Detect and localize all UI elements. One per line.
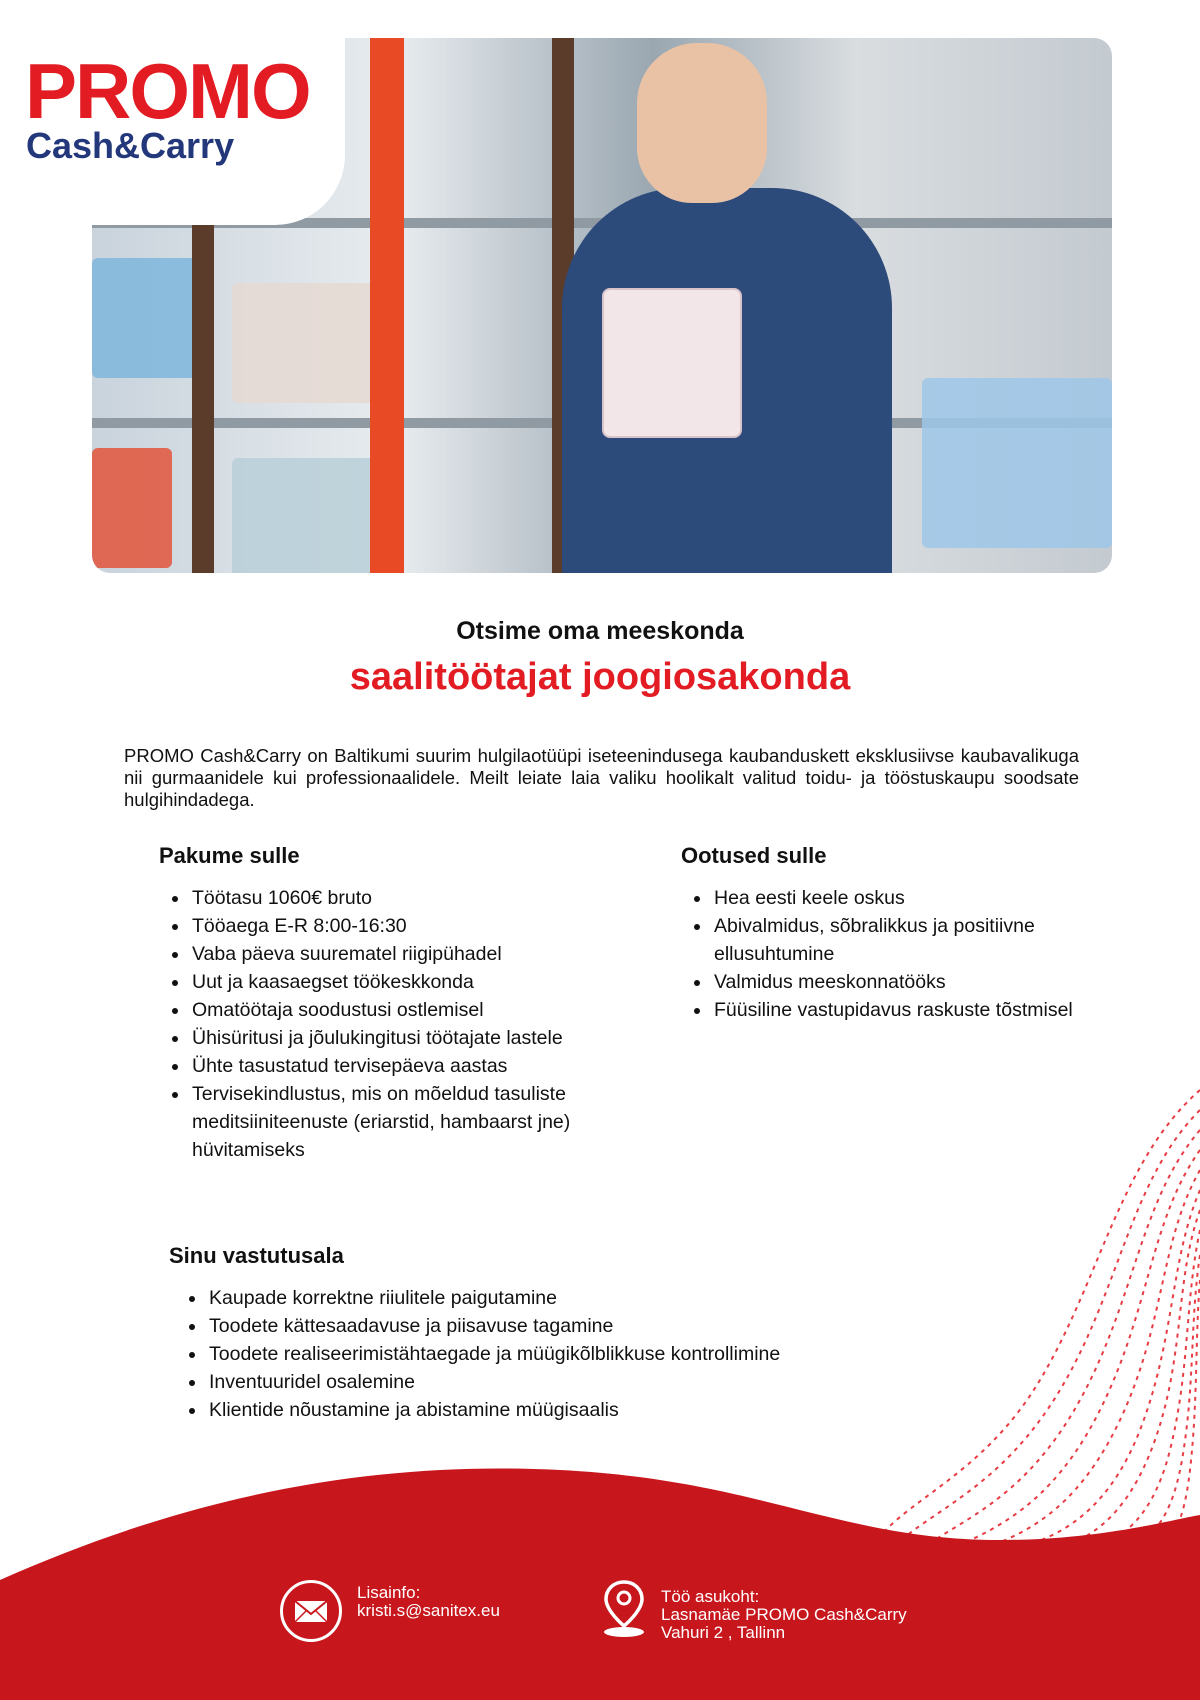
logo-cashcarry-text: Cash&Carry xyxy=(26,125,235,166)
shelf-post xyxy=(370,38,404,573)
bottles xyxy=(92,448,172,568)
contact-label: Lisainfo: xyxy=(357,1583,421,1602)
list-item: Ühte tasustatud tervisepäeva aastas xyxy=(159,1052,589,1080)
headline-position: saalitöötajat joogiosakonda xyxy=(349,656,851,698)
duties-title: Sinu vastutusala xyxy=(169,1243,344,1268)
bottles xyxy=(232,283,382,403)
logo xyxy=(0,0,345,225)
list-item: Abivalmidus, sõbralikkus ja positiivne ellusuhtumine xyxy=(681,912,1081,968)
location-label: Töö asukoht: xyxy=(661,1587,760,1606)
expect-list xyxy=(681,884,1081,1024)
list-item: Uut ja kaasaegset töökeskkonda xyxy=(159,968,589,996)
list-item: Vaba päeva suurematel riigipühadel xyxy=(159,940,589,968)
list-item: Klientide nõustamine ja abistamine müügisaalis xyxy=(176,1396,896,1424)
envelope-icon xyxy=(280,1580,342,1642)
map-pin-icon xyxy=(598,1578,650,1638)
person-head xyxy=(637,43,767,203)
list-item: Hea eesti keele oskus xyxy=(681,884,1081,912)
list-item: Toodete realiseerimistähtaegade ja müügikõlblikkuse kontrollimine xyxy=(176,1340,896,1368)
drink-pack xyxy=(602,288,742,438)
list-item: Tööaega E-R 8:00-16:30 xyxy=(159,912,589,940)
logo-promo-text: PROMO xyxy=(25,47,310,135)
contact-email[interactable]: kristi.s@sanitex.eu xyxy=(357,1601,500,1620)
offer-list xyxy=(159,884,589,1164)
list-item: Töötasu 1060€ bruto xyxy=(159,884,589,912)
list-item: Ühisüritusi ja jõulukingitusi töötajate lastele xyxy=(159,1024,589,1052)
list-item: Valmidus meeskonnatööks xyxy=(681,968,1081,996)
list-item: Tervisekindlustus, mis on mõeldud tasuliste meditsiiniteenuste (eriarstid, hambaarst jne) hüvitamiseks xyxy=(159,1080,589,1164)
list-item: Toodete kättesaadavuse ja piisavuse tagamine xyxy=(176,1312,896,1340)
expect-title: Ootused sulle xyxy=(681,843,827,868)
location-line1: Lasnamäe PROMO Cash&Carry xyxy=(661,1605,907,1624)
offer-title: Pakume sulle xyxy=(159,843,300,868)
list-item: Inventuuridel osalemine xyxy=(176,1368,896,1396)
intro-paragraph: PROMO Cash&Carry on Baltikumi suurim hulgilaotüüpi iseteenindusega kaubanduskett eksklusiivse kaubavalikuga nii gurmaanidele kui professionaalidele. Meilt leiate laia valiku hoolikalt valitud toidu- ja tööstuskaupu soodsate hulgihindadega. xyxy=(124,745,1079,810)
bottles xyxy=(232,458,392,573)
list-item: Kaupade korrektne riiulitele paigutamine xyxy=(176,1284,896,1312)
list-item: Füüsiline vastupidavus raskuste tõstmisel xyxy=(681,996,1081,1024)
bottles xyxy=(922,378,1112,548)
duties-list xyxy=(176,1284,896,1424)
headline-intro: Otsime oma meeskonda xyxy=(456,617,744,645)
list-item: Omatöötaja soodustusi ostlemisel xyxy=(159,996,589,1024)
location-line2: Vahuri 2 , Tallinn xyxy=(661,1623,786,1642)
